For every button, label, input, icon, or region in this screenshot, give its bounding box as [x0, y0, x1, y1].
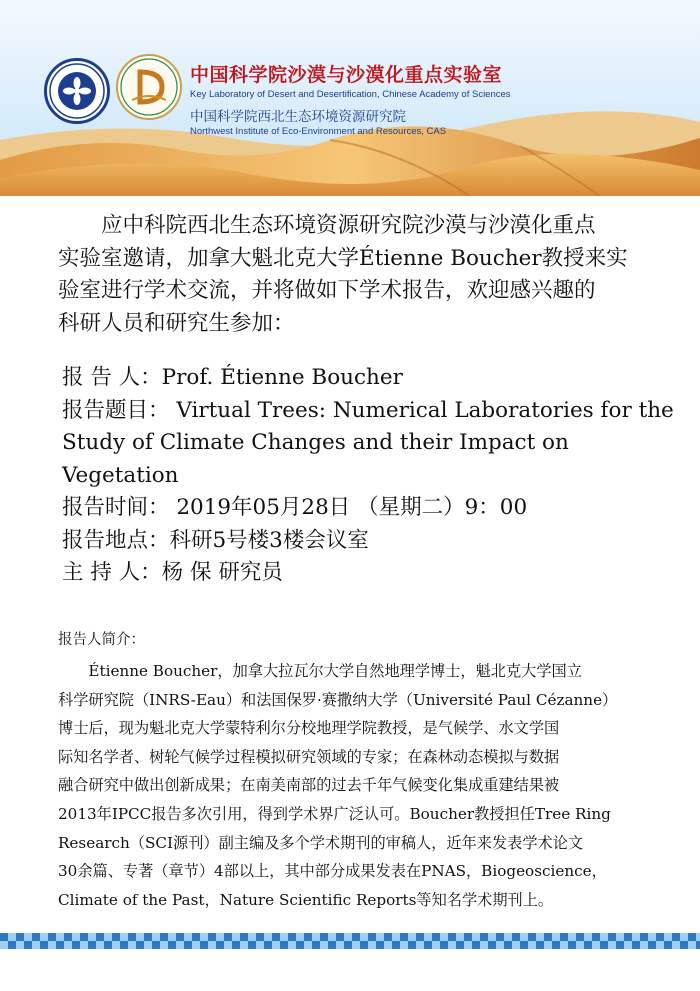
talk-title-line1: 报告题目： Virtual Trees: Numerical Laboratories for the [62, 397, 674, 423]
intro-line: 科研人员和研究生参加： [58, 310, 295, 336]
org-name-en: Key Laboratory of Desert and Desertification, Chinese Academy of Sciences [190, 89, 511, 100]
institute-name-cn: 中国科学院西北生态环境资源研究院 [190, 109, 406, 125]
speaker: 报 告 人：Prof. Étienne Boucher [62, 365, 403, 390]
talk-title-line2: Study of Climate Changes and their Impact on Vegetation [62, 430, 569, 488]
speaker-bio [58, 657, 678, 914]
header-banner [0, 0, 700, 196]
talk-details [62, 362, 682, 590]
intro-line: 应中科院西北生态环境资源研究院沙漠与沙漠化重点 [58, 213, 596, 238]
institute-name-en: Northwest Institute of Eco-Environment and Resources, CAS [190, 126, 447, 137]
bio-line: Étienne Boucher，加拿大拉瓦尔大学自然地理学博士，魁北克大学国立 [88, 662, 582, 680]
bio-line: 科学研究院（INRS-Eau）和法国保罗·赛撒纳大学（Université Paul Cézanne） [58, 690, 618, 709]
intro-line: 实验室邀请，加拿大魁北克大学Étienne Boucher教授来实 [58, 245, 628, 271]
dsd-key-lab-logo-icon [116, 54, 182, 120]
bio-line: 2013年IPCC报告多次引用，得到学术界广泛认可。Boucher教授担任Tree Ring [58, 804, 611, 823]
talk-place: 报告地点：科研5号楼3楼会议室 [62, 527, 369, 553]
checkered-footer-border [0, 933, 700, 949]
cas-emblem-icon [44, 58, 110, 124]
bio-line: 30余篇、专著（章节）4部以上，其中部分成果发表在PNAS，Biogeoscience， [58, 862, 607, 881]
organization-block [190, 60, 511, 137]
talk-host: 主 持 人：杨 保 研究员 [62, 560, 283, 585]
bio-line: 际知名学者、树轮气候学过程模拟研究领域的专家；在森林动态模拟与数据 [58, 747, 560, 766]
org-name-cn: 中国科学院沙漠与沙漠化重点实验室 [190, 64, 503, 86]
invitation-paragraph [58, 210, 670, 340]
bio-label: 报告人简介： [58, 632, 145, 648]
bio-line: 博士后，现为魁北克大学蒙特利尔分校地理学院教授，是气候学、水文学国 [58, 719, 560, 738]
talk-time: 报告时间： 2019年05月28日 （星期二）9：00 [62, 495, 528, 520]
bio-line: Climate of the Past，Nature Scientific Reports等知名学术期刊上。 [58, 890, 554, 909]
intro-line: 验室进行学术交流，并将做如下学术报告，欢迎感兴趣的 [58, 278, 596, 303]
bio-line: Research（SCI源刊）副主编及多个学术期刊的审稿人，近年来发表学术论文 [58, 833, 584, 852]
bio-line: 融合研究中做出创新成果；在南美南部的过去千年气候变化集成重建结果被 [58, 776, 560, 795]
